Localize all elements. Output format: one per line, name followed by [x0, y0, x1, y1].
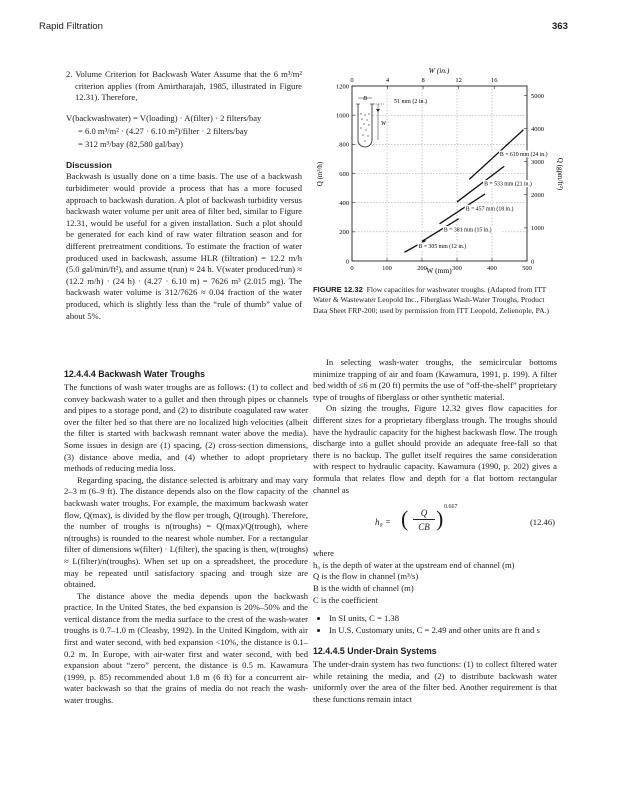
eq-fraction-bar — [413, 519, 435, 520]
top-axis-label: W (in.) — [428, 66, 450, 75]
running-title: Rapid Filtration — [39, 21, 103, 32]
x-tick-label: 500 — [522, 265, 532, 272]
x-tick-label: 400 — [487, 265, 497, 272]
top-tick-label: 0 — [350, 77, 354, 84]
dim-w-label: W — [381, 121, 386, 127]
section-heading-12444: 12.4.4.4 Backwash Water Troughs — [64, 369, 205, 379]
section-12444 — [64, 369, 308, 707]
top-tick-label: 12 — [455, 77, 462, 84]
top-tick-label: 16 — [490, 77, 498, 84]
x-tick-label: 200 — [417, 265, 427, 272]
right-p2: On sizing the troughs, Figure 12.32 gives flow capacities for different sizes for a proprietary fiberglass trough. The troughs should have the hydraulic capacity for the highest backwash flow. The trough discharge into a gullet should provide an adequate free-fall so that there is no backup. The gullet itself requires the same consideration with respect to hydraulic capacity. Kawamura (1990, p. 202) gives a formula that relates flow and depth for a flat bottom rectangular channel as — [313, 403, 557, 495]
x-tick-label: 0 — [350, 265, 354, 272]
eq-numerator: Q — [420, 508, 428, 519]
y-axis-label: Q (m³/h) — [316, 161, 324, 187]
x-tick-label: 100 — [382, 265, 392, 272]
top-tick-label: 4 — [385, 77, 390, 84]
series-label: B = 533 mm (21 in.) — [484, 181, 532, 188]
series-label: B = 457 mm (18 in.) — [465, 206, 514, 213]
right-tick-label: 3000 — [531, 158, 544, 166]
equation-line-2: = 6.0 m³/m² · (4.27 · 6.10 m²)/filter · 2 filters/bay — [78, 125, 248, 136]
right-tick-label: 2000 — [531, 192, 544, 200]
y-tick-label: 0 — [345, 258, 349, 266]
right-p3: The under-drain system has two functions: (1) to collect filtered water while retaining the media, and (2) to distribute backwash water uniformly over the area of the filter bed. Another requirement is that these functions remain intact — [313, 659, 557, 705]
where-item: B is the width of channel (m) — [313, 582, 414, 593]
right-tick-label: 5000 — [531, 92, 544, 100]
figure-caption — [313, 285, 557, 316]
list-item: • In U.S. Customary units, C = 2.49 and other units are ft and s — [329, 625, 557, 637]
eq-right-paren: ) — [436, 506, 444, 532]
figure-caption-label: FIGURE 12.32 — [313, 285, 363, 294]
right-tick-label: 1000 — [531, 225, 544, 233]
dim-51mm-label: 51 mm (2 in.) — [394, 99, 427, 105]
right-text-block — [313, 357, 557, 706]
eq-number: (12.46) — [529, 517, 555, 528]
series-label: B = 610 mm (24 in.) — [499, 152, 548, 158]
where-item: h₀ is the depth of water at the upstream end of channel (m) — [313, 559, 515, 570]
x-tick-label: 300 — [452, 265, 462, 272]
eq-denominator: CB — [418, 522, 430, 533]
section-12444-p3: The distance above the media depends upon the backwash practice. In the United States, the bed expansion is 20%–50% and the vertical distance from the media surface to the crest of the wash-water troughs is 0.7–1.0 m (Cleasby, 1992). In the United Kingdom, with air first and water second, with bed expansion <10%, the distance is 0.1–0.2 m. In Europe, with air-water first and water second, with bed expansion about “zero” percent, the distance is 0.5 m. Kawamura (1999, p. 85) recommended about 1.8 m (6 ft) for a concurrent air-water backwash so that the grains of media do not reach the wash-water troughs. — [64, 590, 308, 706]
eq-left-paren: ( — [401, 506, 409, 532]
coefficient-list — [313, 613, 557, 636]
equation-line-3: = 312 m³/bay (82,580 gal/bay) — [78, 138, 184, 149]
right-tick-label: 4000 — [531, 125, 544, 133]
y-tick-label: 600 — [339, 170, 349, 178]
page-number: 363 — [552, 21, 568, 32]
numbered-item-2: 2. Volume Criterion for Backwash Water Assume that the 6 m³/m² criterion applies (from Amirtharajah, 1985, illustrated in Figure 12.31). Therefore, — [66, 69, 302, 103]
section-heading-12445: 12.4.4.5 Under-Drain Systems — [313, 646, 437, 657]
where-item: C is the coefficient — [313, 594, 378, 605]
discussion-heading: Discussion — [66, 159, 112, 170]
trough-capacity-chart — [312, 64, 562, 275]
section-12444-p2: Regarding spacing, the distance selected is arbitrary and may vary 2–3 m (6–9 ft). The distance depends also on the flow capacity of the backwash water troughs. For example, the maximum backwash water flow, Q(max), is divided by the flow per trough, Q(trough). Therefore, the number of troughs is n(troughs) = Q(max)/Q(trough), where n(troughs) is rounded to the nearest whole number. For a rectangular filter of dimensions w(filter) · L(filter), the spacing is then, w(troughs) ≈ L(filter)/n(troughs). When set up on a spreadsheet, the procedure may be repeated until satisfactory spacing and trough size are obtained. — [64, 474, 308, 590]
series-label: B = 305 mm (12 in.) — [418, 243, 467, 250]
list-item: • In SI units, C = 1.38 — [329, 613, 557, 625]
trough-cross-section-icon — [356, 96, 427, 147]
y-tick-label: 800 — [339, 141, 349, 149]
right-p1: In selecting wash-water troughs, the semicircular bottoms minimize trapping of air and foam (Kawamura, 1991, p. 199). A filter bed width of ≤6 m (20 ft) permits the use of “off-the-shelf” proprietary type of troughs of fiberglass or other synthetic material. — [313, 357, 557, 402]
x-axis-label: W (mm) — [426, 266, 452, 275]
where-label: where — [313, 548, 334, 559]
equation-line-1: V(backwashwater) = V(loading) · A(filter) · 2 filters/bay — [66, 112, 262, 123]
y-tick-label: 200 — [339, 229, 349, 237]
equation-12-46 — [313, 506, 557, 542]
y-tick-label: 1200 — [336, 83, 349, 91]
section-12444-p1: The functions of wash water troughs are as follows: (1) to collect and convey backwash water to a gullet and then through pipes or channels and pipes to a storage pond, and (2) to distribute coagulated raw water over the filter bed so that there are no localized high velocities (albeit the filter is started with backwash remnant water above the media). Some issues in design are (1) spacing, (2) cross-section dimensions, (3) distance above media, and (4) whether to adopt proprietary methods of reducing media loss. — [64, 382, 308, 474]
y-tick-label: 400 — [339, 199, 349, 207]
where-item: Q is the flow in channel (m³/s) — [313, 571, 419, 582]
dim-b-label: B — [363, 96, 367, 102]
top-tick-label: 8 — [421, 77, 425, 84]
left-top-block — [66, 69, 302, 322]
y-tick-label: 1000 — [336, 112, 349, 120]
discussion-text: Backwash is usually done on a time basis. The use of a backwash turbidimeter would provide a process that has a more focused approach to backwash duration. A plot of backwash turbidity versus backwash water volume per unit area of filter bed, similar to Figure 12.31, would be useful for a given installation. Such a plot should be generated for each kind of raw water filtration season and for different pretreatment conditions. To estimate the fraction of water produced used in backwash, assume HLR (filtration) = 12.2 m/h (5.0 gal/min/ft²), and assume t(run) ≈ 24 h. V(water produced/run) ≈ (12.2 m/h) · (24 h) · (4.27 · 6.10 m) = 7626 m³ (2.015 mg). The backwash water volume is 312/7626 ≈ 0.04 fraction of the water produced, which is slightly less than the “rule of thumb” value of about 5%. — [66, 171, 302, 321]
figure-caption-text: Flow capacities for washwater troughs. (Adapted from ITT Water & Wastewater Leopold Inc., Fiberglass Wash-Water Troughs, Product Data Sheet FRP-200; used by permission from ITT Leopold, Zelienople, PA.) — [313, 285, 550, 315]
eq-lhs: h₀ = — [375, 517, 391, 528]
right-tick-label: 0 — [531, 258, 535, 266]
series-label: B = 381 mm (15 in.) — [443, 227, 492, 234]
right-axis-label: Q (gpm/ft²) — [556, 157, 564, 191]
eq-exponent: 0.667 — [444, 504, 458, 511]
